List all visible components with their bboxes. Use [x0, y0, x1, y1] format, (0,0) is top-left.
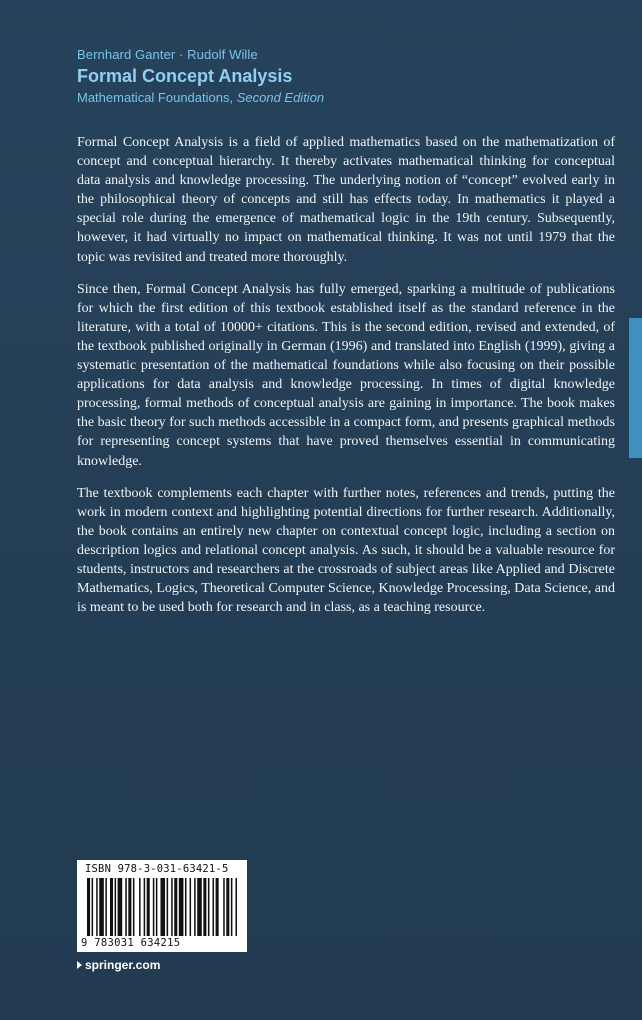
blurb-paragraph-3: The textbook complements each chapter with further notes, references and trends, putting the work in modern context and highlighting potential directions for further research. Additionally, the book contains an entirely new chapter on contextual concept logic, including a section on description logics and relational concept analysis. As such, it should be a valuable resource for students, instructors and researchers at the crossroads of subject areas like Applied and Discrete Mathematics, Logics, Theoretical Computer Science, Knowledge Processing, Data Science, and is meant to be used both for research and in class, as a teaching resource. — [77, 485, 615, 616]
barcode-bar — [171, 878, 173, 936]
barcode-digits: 9 783031 634215 — [81, 937, 181, 949]
barcode-bar — [226, 878, 229, 936]
barcode-bar — [87, 878, 90, 936]
blurb-paragraph-1: Formal Concept Analysis is a field of applied mathematics based on the mathematization of concept and conceptual hierarchy. It thereby activates mathematical thinking for conceptual data analysis and knowledge processing. The underlying notion of “concept” evolved early in the philosophical theory of concepts and still has effects today. In mathematics it played a special role during the emergence of mathematical logic in the 19th century. Subsequently, however, it had virtually no impact on mathematical thinking. It was not until 1979 that the topic was revisited and treated more thoroughly. — [77, 135, 615, 265]
blurb-paragraph-2: Since then, Formal Concept Analysis has fully emerged, sparking a multitude of publications for which the first edition of this textbook established itself as the standard reference in the literature, with a total of 10000+ citations. This is the second edition, revised and extended, of the textbook published originally in German (1996) and translated into English (1999), giving a systematic presentation of the mathematical foundations while also focusing on their possible applications for data analysis and knowledge processing. In times of digital knowledge processing, formal methods of conceptual analysis are gaining in importance. The book makes the basic theory for such methods accessible in a compact form, and presents graphical methods for representing concept systems that have proved themselves essential in communicating knowledge. — [77, 281, 615, 469]
barcode-bar — [213, 878, 215, 936]
barcode-bar — [231, 878, 233, 936]
barcode-bar — [235, 878, 237, 936]
barcode-bar — [216, 878, 219, 936]
barcode-bar — [125, 878, 127, 936]
cover-header — [77, 46, 597, 107]
side-color-tab — [629, 318, 642, 458]
barcode-bar — [92, 878, 94, 936]
blurb — [77, 133, 615, 630]
isbn-barcode — [77, 860, 247, 952]
barcode-bar — [133, 878, 135, 936]
barcode-bar — [147, 878, 150, 936]
barcode-bar — [223, 878, 225, 936]
barcode-bars — [87, 878, 237, 936]
barcode-bar — [96, 878, 98, 936]
barcode-bar — [139, 878, 141, 936]
book-subtitle — [77, 89, 597, 107]
book-title: Formal Concept Analysis — [77, 66, 293, 86]
barcode-bar — [208, 878, 210, 936]
barcode-bar — [190, 878, 192, 936]
barcode-bar — [194, 878, 196, 936]
barcode-bar — [203, 878, 206, 936]
barcode-bar — [115, 878, 117, 936]
barcode-bar — [174, 878, 177, 936]
barcode-bar — [99, 878, 104, 936]
barcode-bar — [185, 878, 187, 936]
barcode-bar — [197, 878, 202, 936]
barcode-bar — [160, 878, 165, 936]
publisher-link[interactable] — [77, 958, 160, 972]
barcode-bar — [179, 878, 184, 936]
subtitle-main: Mathematical Foundations, — [77, 90, 237, 105]
barcode-bar — [128, 878, 131, 936]
author-names: Bernhard Ganter · Rudolf Wille — [77, 47, 258, 62]
barcode-bar — [156, 878, 158, 936]
barcode-bar — [110, 878, 113, 936]
isbn-label: ISBN 978-3-031-63421-5 — [85, 863, 229, 875]
barcode-bar — [153, 878, 155, 936]
subtitle-edition: Second Edition — [236, 90, 325, 105]
publisher-link-text: springer.com — [85, 958, 161, 972]
barcode-bar — [167, 878, 169, 936]
barcode-bar — [118, 878, 123, 936]
arrow-right-icon — [77, 961, 82, 969]
barcode-bar — [144, 878, 146, 936]
barcode-bar — [105, 878, 107, 936]
